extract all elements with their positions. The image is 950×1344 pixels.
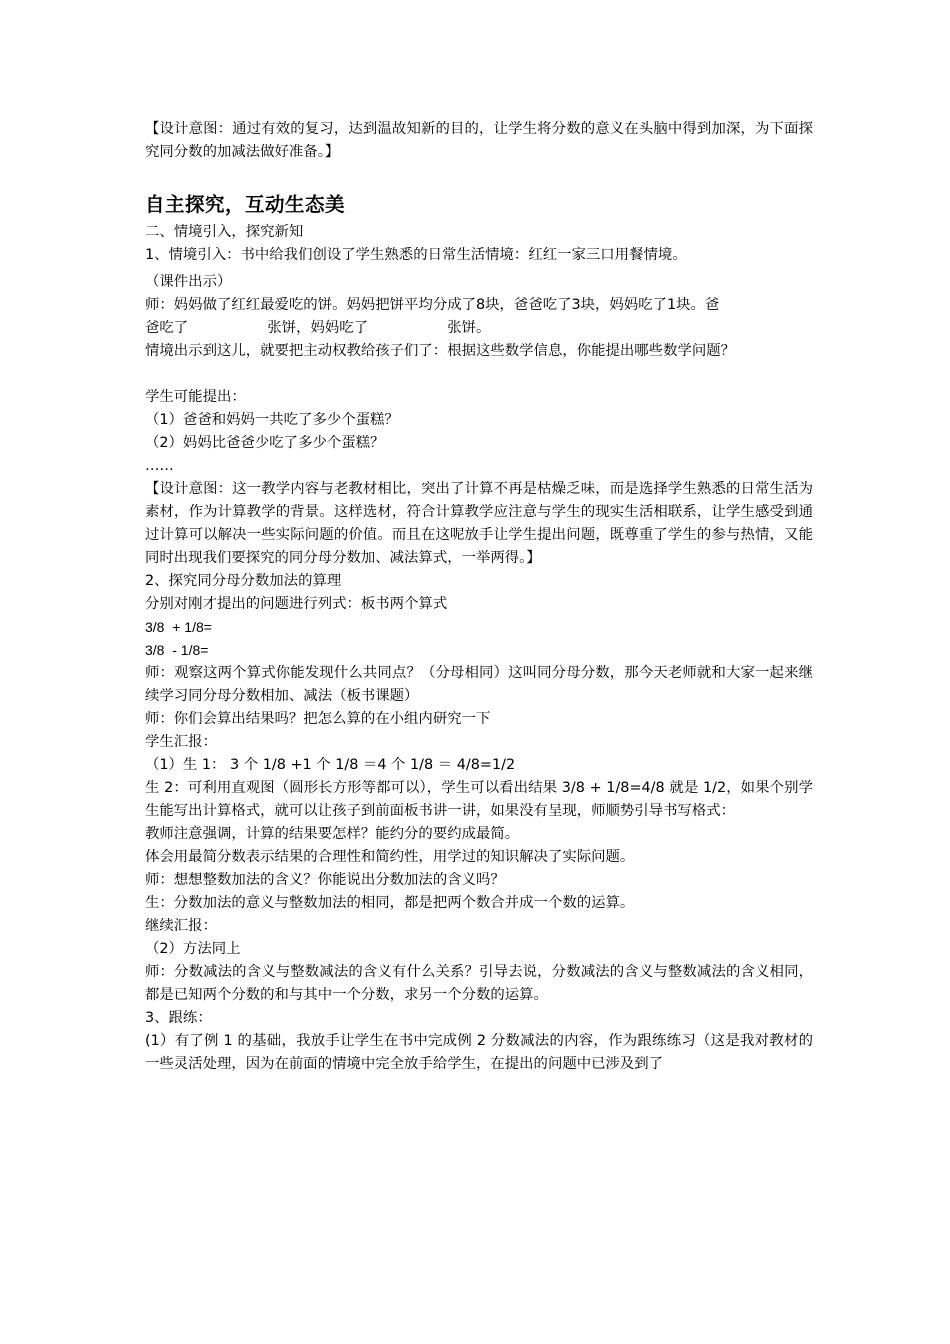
question-2: （2）妈妈比爸爸少吃了多少个蛋糕？ bbox=[145, 435, 385, 451]
student-report-label: 学生汇报： bbox=[145, 734, 217, 750]
story-text-1: 爸吃了 bbox=[145, 320, 189, 336]
teacher-emphasis: 教师注意强调，计算的结果要怎样？能约分的要约成最简。 bbox=[145, 826, 520, 842]
teacher-story-line2 bbox=[145, 317, 813, 340]
teacher-subtraction-meaning: 师：分数减法的含义与整数减法的含义有什么关系？引导去说，分数减法的含义与整数减法的含义相同，都是已知两个分数的和与其中一个分数，求另一个分数的运算。 bbox=[145, 964, 813, 1003]
method-same: （2）方法同上 bbox=[145, 941, 241, 957]
situation-prompt: 情境出示到这儿，就要把主动权教给孩子们了：根据这些数学信息，你能提出哪些数学问题？ bbox=[145, 343, 736, 359]
student-1-answer: （1）生 1： 3 个 1/8 +1 个 1/8 ＝4 个 1/8 ＝ 4/8=1/2 bbox=[145, 757, 516, 773]
question-1: （1）爸爸和妈妈一共吃了多少个蛋糕？ bbox=[145, 412, 399, 428]
student-meaning-answer: 生：分数加法的意义与整数加法的相同，都是把两个数合并成一个数的运算。 bbox=[145, 895, 635, 911]
list-formulas-text: 分别对刚才提出的问题进行列式：板书两个算式 bbox=[145, 596, 448, 612]
teacher-story-line1: 师：妈妈做了红红最爱吃的饼。妈妈把饼平均分成了8块，爸爸吃了3块，妈妈吃了1块。爸 bbox=[145, 297, 720, 313]
design-intent-paragraph: 【设计意图：通过有效的复习，达到温故知新的目的，让学生将分数的意义在头脑中得到加深，为下面探究同分数的加减法做好准备。】 bbox=[145, 121, 813, 160]
teacher-calc: 师：你们会算出结果吗？把怎么算的在小组内研究一下 bbox=[145, 711, 491, 727]
design-intent-paragraph-2: 【设计意图：这一教学内容与老教材相比，突出了计算不再是枯燥乏味，而是选择学生熟悉的日常生活为素材，作为计算教学的背景。这样选材，符合计算教学应注意与学生的现实生活相联系，让学生感受到通过计算可以解决一些实际问题的价值。而且在这呢放手让学生提出问题，既尊重了学生的参与热情，又能同时出现我们要探究的同分母分数加、减法算式，一举两得。】 bbox=[145, 481, 813, 566]
students-may-label: 学生可能提出： bbox=[145, 389, 246, 405]
item1-paragraph: 1、情境引入：书中给我们创设了学生熟悉的日常生活情境：红红一家三口用餐情境。 bbox=[145, 247, 687, 263]
courseware-note: （课件出示） bbox=[145, 274, 232, 290]
experience-note: 体会用最简分数表示结果的合理性和简约性，用学过的知识解决了实际问题。 bbox=[145, 849, 635, 865]
item3-heading: 3、跟练： bbox=[145, 1010, 212, 1026]
part2-title: 二、情境引入，探究新知 bbox=[145, 224, 304, 240]
ellipsis: …… bbox=[145, 458, 174, 474]
section-heading: 自主探究，互动生态美 bbox=[145, 193, 346, 216]
formula-subtraction: 3/8 - 1/8= bbox=[145, 642, 209, 658]
formula-addition: 3/8 + 1/8= bbox=[145, 619, 212, 635]
student-2-answer: 生 2：可利用直观图（圆形长方形等都可以），学生可以看出结果 3/8 + 1/8=4/8 就是 1/2，如果个别学生能写出计算格式，就可以让孩子到前面板书讲一讲，如果没有呈现，师顺势引导书写格式： bbox=[145, 780, 813, 819]
teacher-observe: 师：观察这两个算式你能发现什么共同点？（分母相同）这叫同分母分数，那今天老师就和大家一起来继续学习同分母分数相加、减法（板书课题） bbox=[145, 665, 813, 704]
item2-heading: 2、探究同分母分数加法的算理 bbox=[145, 573, 342, 589]
story-text-3: 张饼。 bbox=[447, 320, 491, 336]
continue-report-label: 继续汇报： bbox=[145, 918, 217, 934]
teacher-meaning-question: 师：想想整数加法的含义？你能说出分数加法的含义吗？ bbox=[145, 872, 505, 888]
story-text-2: 张饼，妈妈吃了 bbox=[267, 320, 369, 336]
document-page bbox=[145, 118, 813, 1076]
practice-1: (1）有了例 1 的基础，我放手让学生在书中完成例 2 分数减法的内容，作为跟练练习（这是我对教材的一些灵活处理，因为在前面的情境中完全放手给学生，在提出的问题中已涉及到了 bbox=[145, 1033, 813, 1072]
